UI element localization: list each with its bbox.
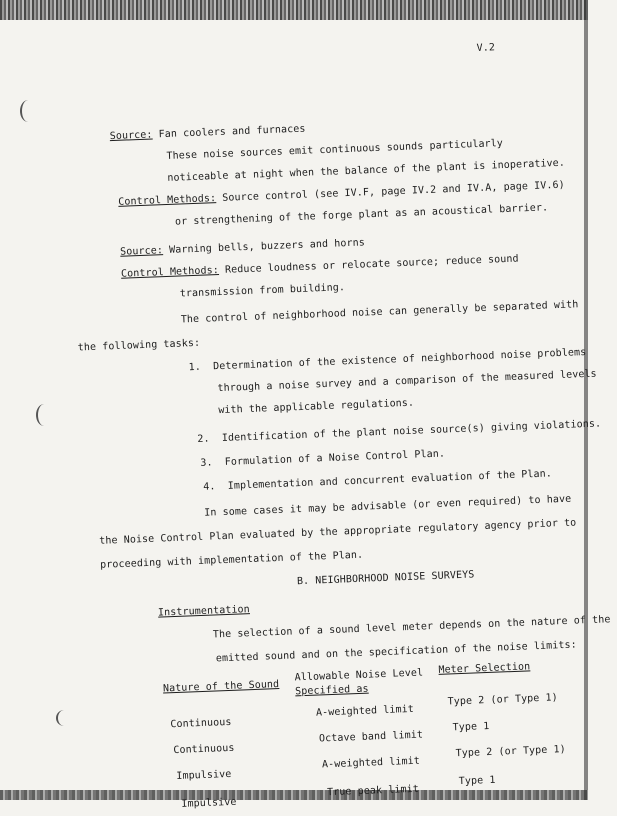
control-text: Reduce loudness or relocate source; reduce sound bbox=[224, 253, 519, 276]
paragraph-line: In some cases it may be advisable (or even required) to have bbox=[204, 493, 572, 519]
table-cell-meter: Type 1 bbox=[452, 720, 490, 734]
source-desc-2: noticeable at night when the balance of the plant is inoperative. bbox=[167, 157, 566, 184]
paragraph-line: emitted sound and on the specification of the noise limits: bbox=[215, 639, 577, 665]
paragraph-line: The control of neighborhood noise can generally be separated with bbox=[180, 299, 579, 326]
task-number: 4. bbox=[203, 481, 216, 493]
table-cell-meter: Type 1 bbox=[458, 774, 496, 788]
source-line-2 bbox=[120, 237, 365, 257]
task-text: Implementation and concurrent evaluation of the Plan. bbox=[227, 468, 553, 492]
control-text-2: or strengthening of the forge plant as an acoustical barrier. bbox=[174, 202, 549, 228]
task-item bbox=[188, 347, 586, 373]
paragraph-line: the following tasks: bbox=[77, 337, 201, 354]
table-cell-spec: A-weighted limit bbox=[315, 703, 415, 719]
task-item bbox=[203, 468, 552, 492]
task-item bbox=[197, 418, 601, 444]
task-number: 3. bbox=[200, 457, 213, 469]
paragraph-line: The selection of a sound level meter depends on the nature of the bbox=[212, 614, 611, 641]
task-number: 1. bbox=[188, 361, 202, 374]
task-number: 2. bbox=[197, 433, 210, 445]
source-text: Warning bells, buzzers and horns bbox=[168, 237, 366, 256]
source-desc-1: These noise sources emit continuous sounds particularly bbox=[166, 138, 504, 162]
control-line-2 bbox=[121, 254, 519, 280]
table-header-meter: Meter Selection bbox=[438, 661, 531, 676]
source-label: Source: bbox=[109, 129, 153, 143]
table-cell-nature: Impulsive bbox=[176, 768, 232, 783]
task-text-cont: with the applicable regulations. bbox=[218, 397, 415, 417]
task-text: Identification of the plant noise source(s) giving violations. bbox=[221, 418, 602, 445]
task-text: Formulation of a Noise Control Plan. bbox=[224, 448, 446, 468]
task-item bbox=[200, 448, 445, 468]
table-cell-nature: Continuous bbox=[173, 742, 235, 757]
table-cell-meter: Type 2 (or Type 1) bbox=[455, 744, 566, 760]
control-text-2: transmission from building. bbox=[179, 282, 346, 300]
task-text: Determination of the existence of neighborhood noise problems bbox=[212, 346, 587, 373]
table-cell-nature: Impulsive bbox=[181, 796, 237, 810]
task-text-cont: through a noise survey and a comparison of the measured levels bbox=[217, 368, 597, 395]
control-text: Source control (see IV.F, page IV.2 and IV.A, page IV.6) bbox=[222, 179, 565, 204]
table-cell-spec: Octave band limit bbox=[318, 729, 424, 745]
table-cell-meter: Type 2 (or Type 1) bbox=[447, 692, 559, 708]
table-cell-spec: True peak limit bbox=[326, 783, 420, 799]
source-label: Source: bbox=[119, 245, 164, 258]
source-line-1 bbox=[110, 124, 306, 143]
instrumentation-label: Instrumentation bbox=[157, 604, 251, 619]
paragraph-line: the Noise Control Plan evaluated by the appropriate regulatory agency prior to bbox=[99, 517, 577, 547]
section-heading: B. NEIGHBORHOOD NOISE SURVEYS bbox=[296, 569, 475, 588]
table-cell-spec: A-weighted limit bbox=[321, 755, 421, 771]
control-label: Control Methods: bbox=[120, 265, 220, 280]
table-cell-nature: Continuous bbox=[170, 716, 232, 731]
page-number: V.2 bbox=[476, 42, 496, 54]
source-text: Fan coolers and furnaces bbox=[158, 123, 306, 141]
paragraph-line: proceeding with implementation of the Plan. bbox=[99, 549, 364, 571]
table-header-specified: Specified as bbox=[294, 683, 369, 698]
table-header-nature: Nature of the Sound bbox=[162, 679, 280, 695]
table-header-allowable: Allowable Noise Level bbox=[294, 667, 424, 684]
control-label: Control Methods: bbox=[118, 193, 217, 208]
